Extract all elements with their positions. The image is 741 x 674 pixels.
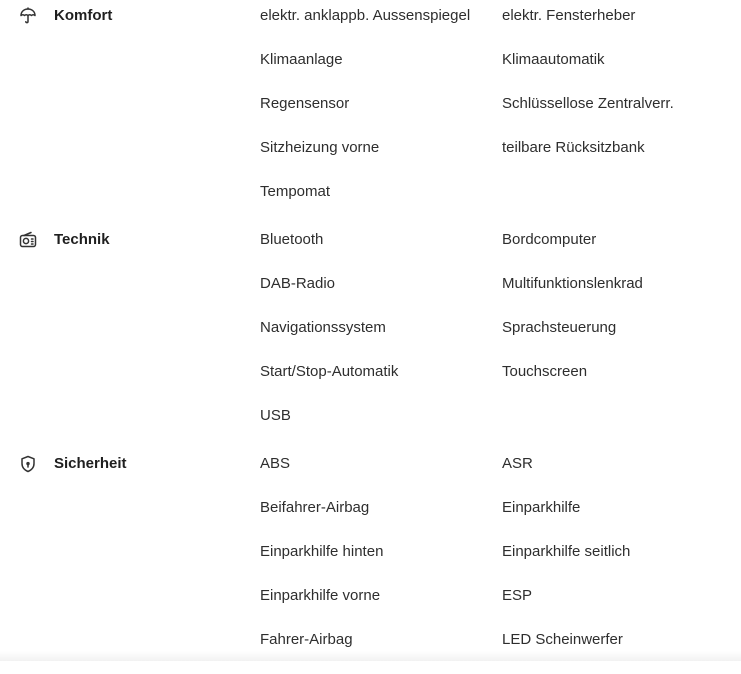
feature-list-komfort <box>260 6 730 226</box>
feature-item: ABS <box>260 455 291 472</box>
feature-item: Beifahrer-Airbag <box>260 499 370 516</box>
umbrella-icon <box>19 7 37 25</box>
feature-item: teilbare Rücksitzbank <box>502 139 645 156</box>
bottom-fade <box>0 651 741 661</box>
feature-item: Regensensor <box>260 95 350 112</box>
feature-item: ASR <box>502 455 533 472</box>
shield-icon <box>19 455 37 473</box>
feature-item: LED Scheinwerfer <box>502 631 623 648</box>
section-title-sicherheit: Sicherheit <box>54 455 127 472</box>
feature-item: Multifunktionslenkrad <box>502 275 643 292</box>
feature-item: DAB-Radio <box>260 275 336 292</box>
feature-item: Sitzheizung vorne <box>260 139 380 156</box>
feature-item: elektr. anklappb. Aussenspiegel <box>260 7 471 24</box>
feature-item: Einparkhilfe hinten <box>260 543 384 560</box>
feature-item: Schlüssellose Zentralverr. <box>502 95 674 112</box>
feature-item: Einparkhilfe <box>502 499 581 516</box>
feature-item: Klimaautomatik <box>502 51 605 68</box>
feature-item: Start/Stop-Automatik <box>260 363 399 380</box>
feature-item: elektr. Fensterheber <box>502 7 636 24</box>
feature-item: Einparkhilfe seitlich <box>502 543 631 560</box>
section-title-technik: Technik <box>54 231 110 248</box>
feature-item: Touchscreen <box>502 363 588 380</box>
feature-list-sicherheit <box>260 454 730 674</box>
feature-item: Klimaanlage <box>260 51 343 68</box>
feature-list-technik <box>260 230 730 450</box>
feature-item: Sprachsteuerung <box>502 319 617 336</box>
feature-item: Bordcomputer <box>502 231 597 248</box>
feature-item: Fahrer-Airbag <box>260 631 353 648</box>
feature-item: Einparkhilfe vorne <box>260 587 381 604</box>
feature-item: Bluetooth <box>260 231 324 248</box>
feature-item: Tempomat <box>260 183 331 200</box>
feature-item: USB <box>260 407 291 424</box>
feature-item: ESP <box>502 587 533 604</box>
radio-icon <box>19 231 37 249</box>
feature-item: Navigationssystem <box>260 319 386 336</box>
section-title-komfort: Komfort <box>54 7 113 24</box>
